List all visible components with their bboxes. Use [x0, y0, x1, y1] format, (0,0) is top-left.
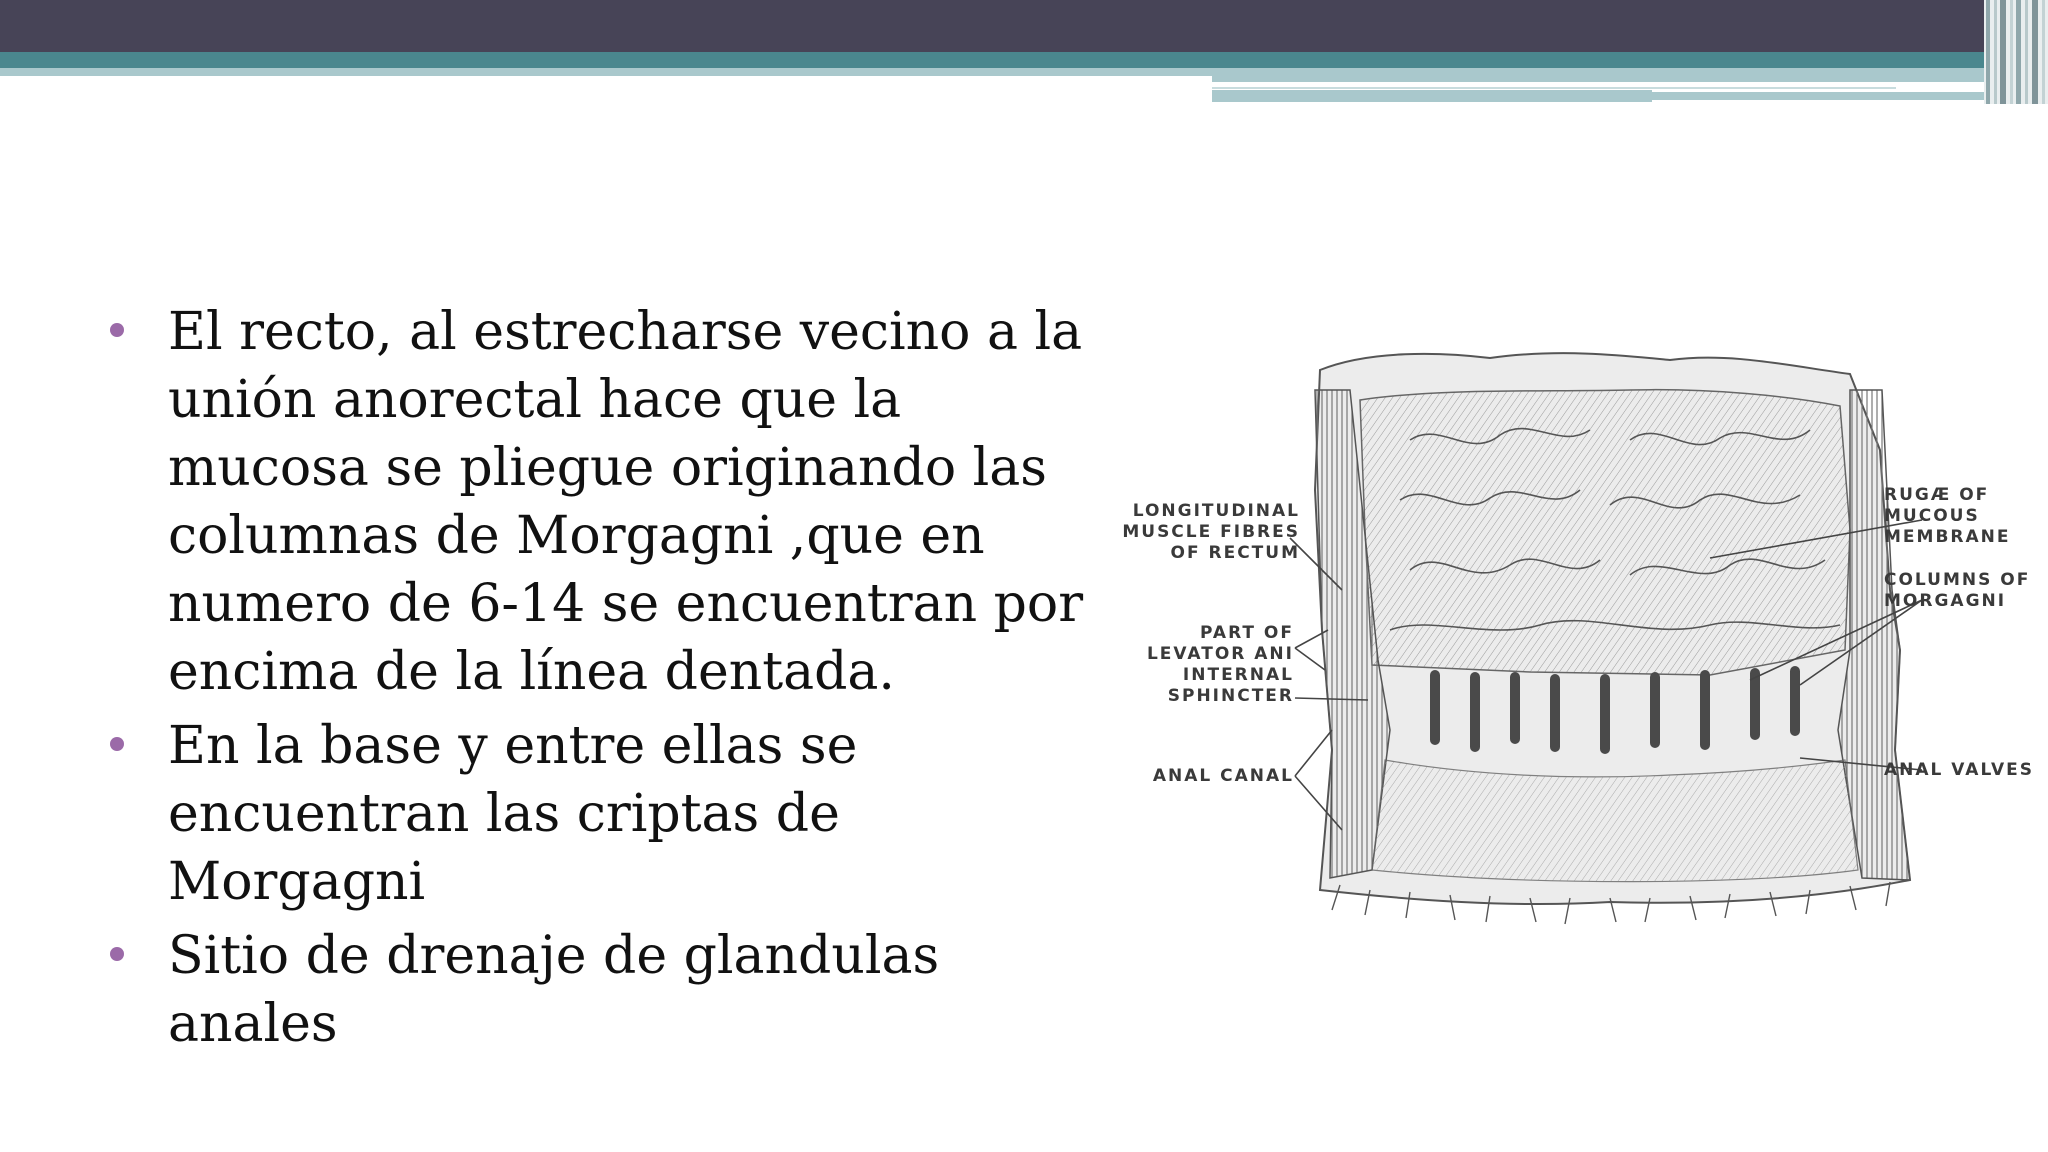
label-anal-valves: ANAL VALVES: [1884, 760, 2034, 780]
label-rugae-1: RUGÆ OF: [1884, 485, 1990, 505]
label-longitudinal-3: OF RECTUM: [1170, 543, 1300, 563]
header-pale-band-lower: [1212, 90, 1652, 102]
anal-canal-lower: [1372, 760, 1858, 882]
label-longitudinal-2: MUSCLE FIBRES: [1122, 522, 1300, 542]
bullet-text: En la base y entre ellas se encuentran las criptas de Morgagni: [168, 716, 858, 912]
bullet-item: [110, 712, 1100, 916]
label-sphincter-1: INTERNAL: [1182, 665, 1294, 685]
bullet-item: [110, 922, 1100, 1058]
header-pale-band-left: [0, 68, 1212, 76]
bullet-dot-icon: [110, 947, 124, 961]
header-pale-band-lower-right: [1652, 92, 1992, 100]
anal-canal-illustration: [1110, 330, 2040, 930]
label-levator-2: LEVATOR ANI: [1146, 644, 1294, 664]
label-columns-2: MORGAGNI: [1884, 591, 2007, 611]
bullet-dot-icon: [110, 323, 124, 337]
header-dark-band: [0, 0, 2048, 52]
header-teal-band: [0, 52, 2048, 68]
header-pale-band-right: [1212, 68, 1992, 82]
label-rugae-2: MUCOUS: [1884, 506, 1980, 526]
bullet-text: El recto, al estrecharse vecino a la unión anorectal hace que la mucosa se pliegue originando las columnas de Morgagni ,que en numero de 6-14 se encuentran por encima de la línea dentada.: [168, 302, 1084, 702]
label-columns-1: COLUMNS OF: [1884, 570, 2031, 590]
label-anal-canal: ANAL CANAL: [1152, 766, 1294, 786]
header-stripes-ornament: [1984, 0, 2048, 104]
label-levator-1: PART OF: [1200, 623, 1294, 643]
label-sphincter-2: SPHINCTER: [1167, 686, 1294, 706]
bullet-dot-icon: [110, 737, 124, 751]
header-divider-line: [1212, 84, 1896, 89]
bullet-list: [110, 298, 1100, 1064]
label-rugae-3: MEMBRANE: [1884, 527, 2011, 547]
bullet-item: [110, 298, 1100, 706]
label-longitudinal-1: LONGITUDINAL: [1132, 501, 1300, 521]
mucosa-interior: [1360, 390, 1850, 675]
bullet-text: Sitio de drenaje de glandulas anales: [168, 926, 940, 1054]
